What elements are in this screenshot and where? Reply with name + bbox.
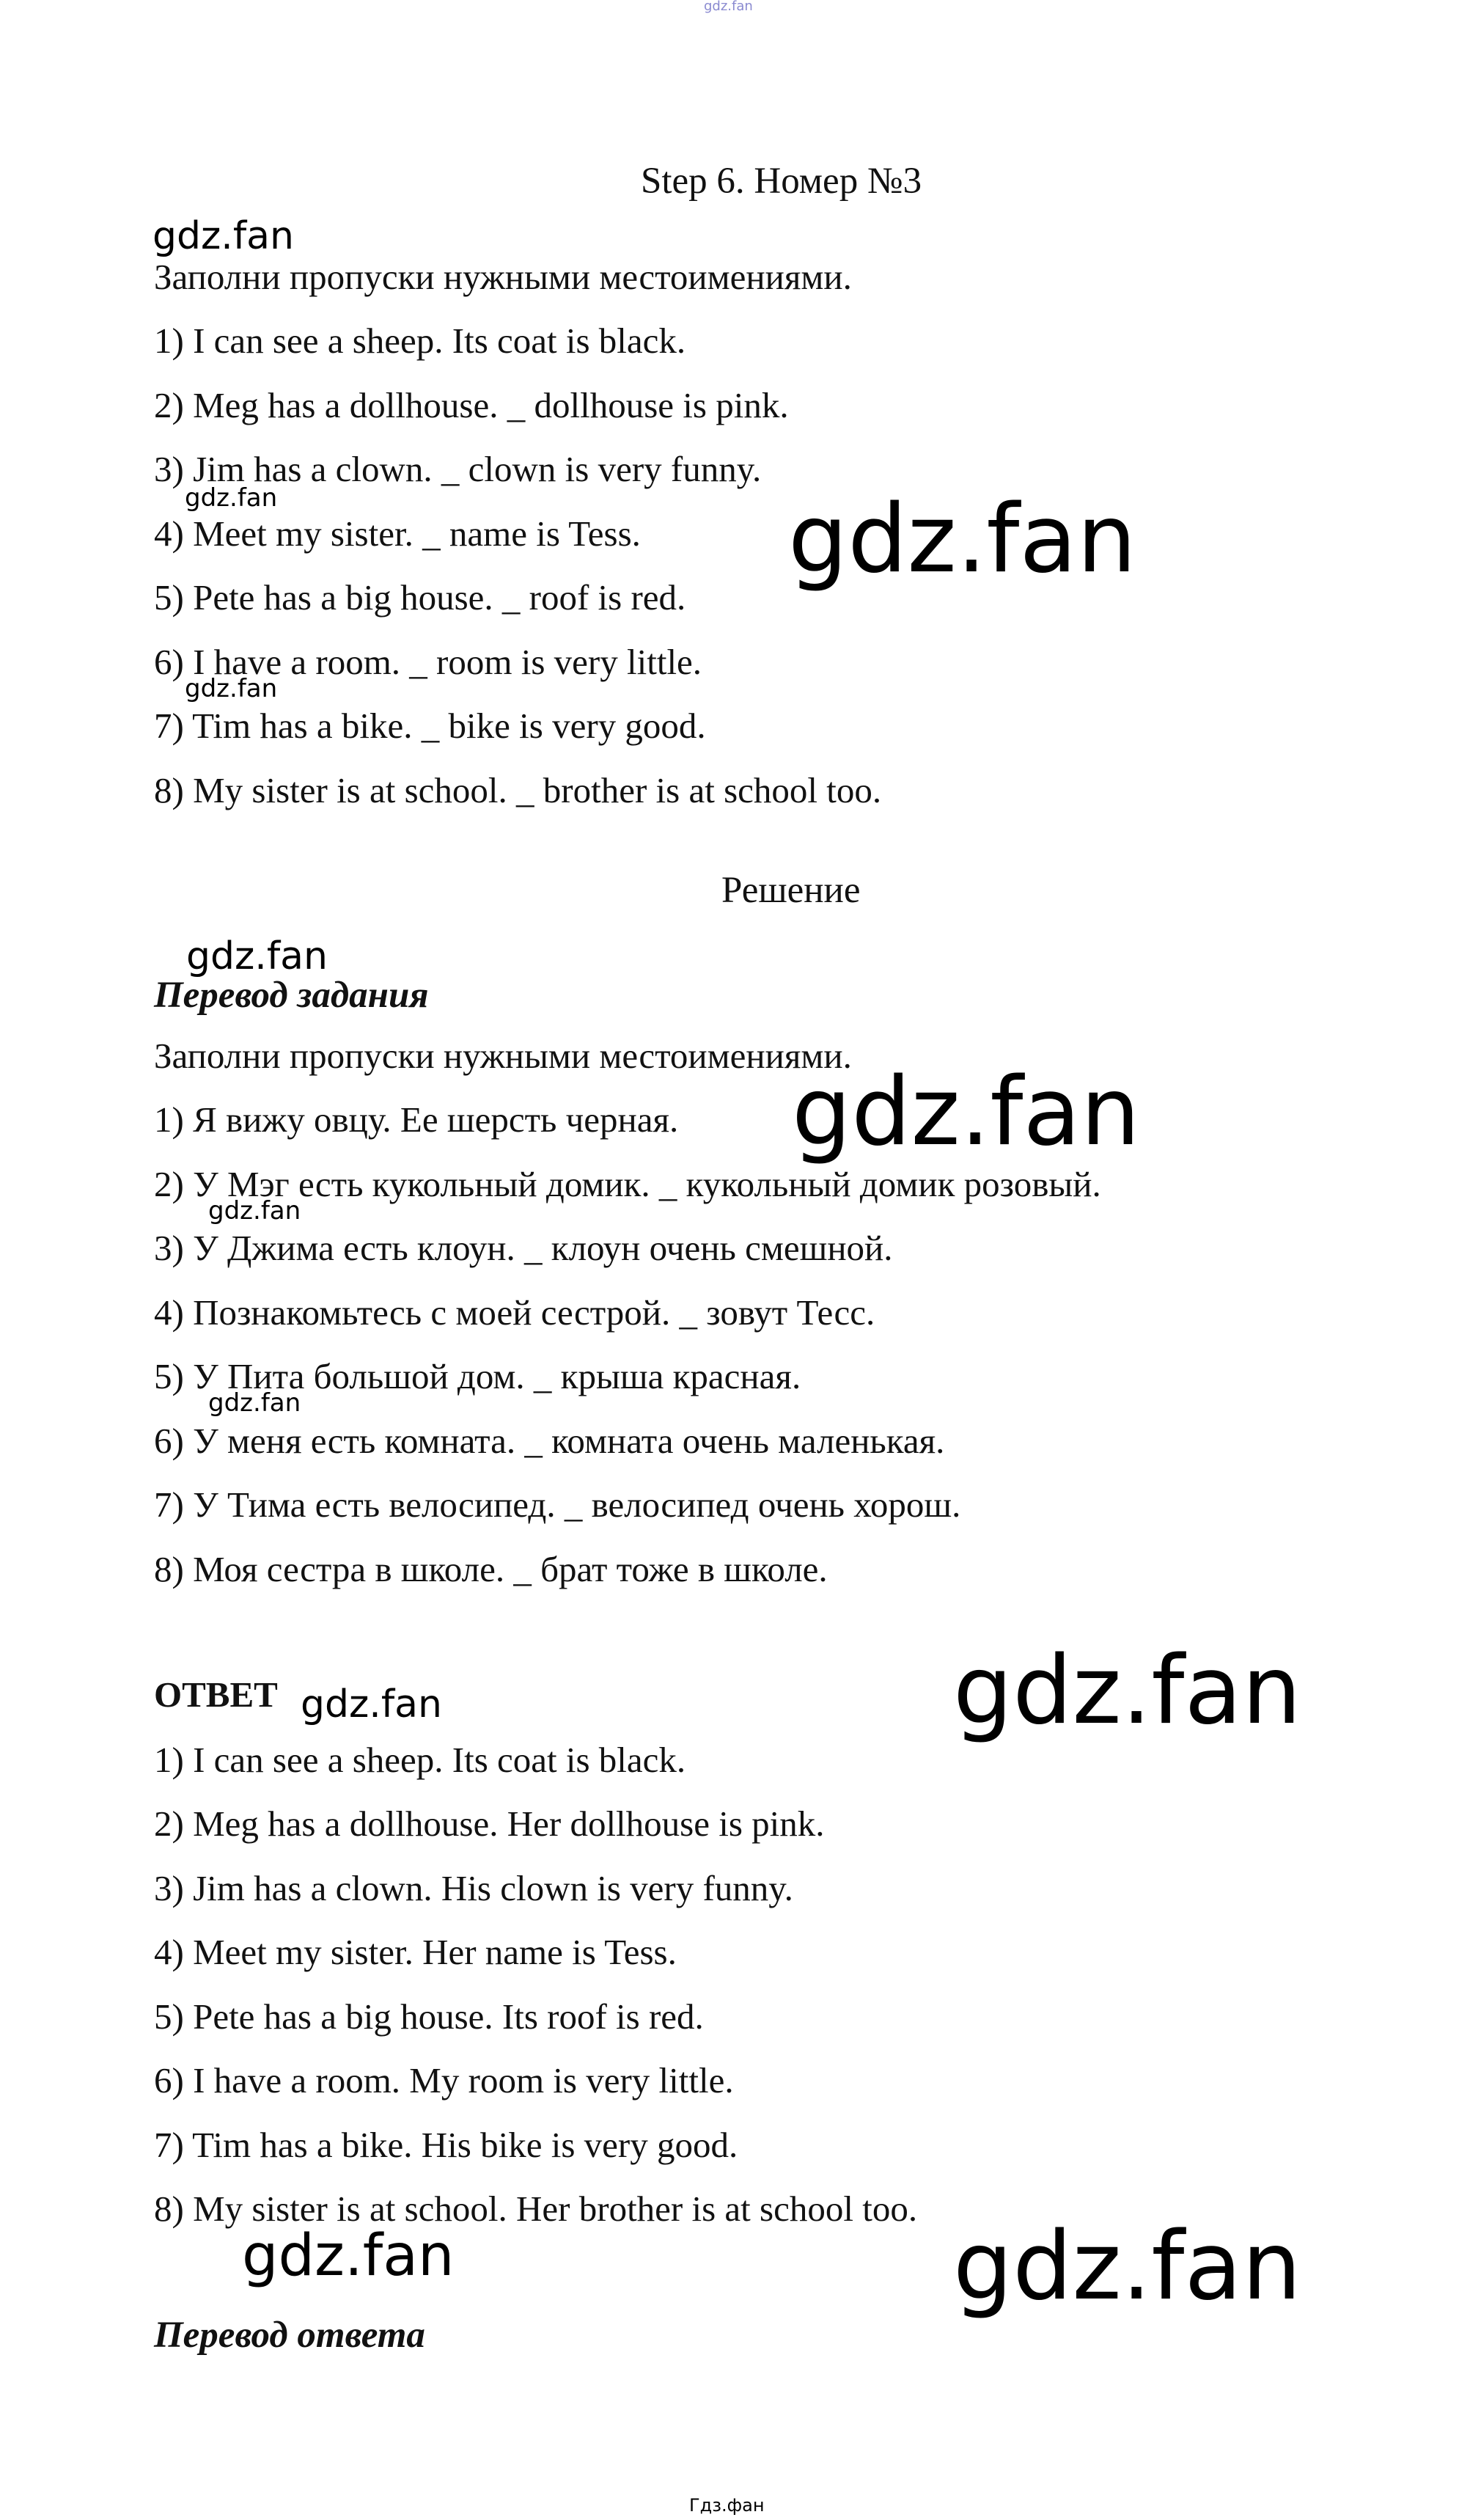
translation-item-5: 5) У Пита большой дом. _ крыша красная.	[154, 1356, 801, 1396]
watermark: gdz.fan	[208, 1196, 301, 1226]
task-item-3: 3) Jim has a clown. _ clown is very funny.	[154, 449, 762, 489]
watermark: gdz.fan	[208, 1388, 301, 1418]
answer-item-3: 3) Jim has a clown. His clown is very funny.	[154, 1868, 793, 1908]
watermark: gdz.fan	[186, 934, 328, 978]
task-item-6: 6) I have a room. _ room is very little.	[154, 642, 702, 682]
task-item-5: 5) Pete has a big house. _ roof is red.	[154, 577, 686, 618]
watermark: gdz.fan	[185, 483, 278, 513]
watermark: gdz.fan	[301, 1682, 442, 1726]
watermark: gdz.fan	[152, 214, 294, 258]
translation-item-8: 8) Моя сестра в школе. _ брат тоже в школе.	[154, 1549, 828, 1589]
solution-label: Решение	[721, 870, 861, 911]
translation-item-4: 4) Познакомьтесь с моей сестрой. _ зовут Тесс.	[154, 1292, 875, 1333]
translation-item-3: 3) У Джима есть клоун. _ клоун очень смешной.	[154, 1228, 893, 1268]
answer-item-7: 7) Tim has a bike. His bike is very good.	[154, 2125, 738, 2165]
answer-item-5: 5) Pete has a big house. Its roof is red.	[154, 1996, 704, 2037]
watermark: gdz.fan	[185, 674, 278, 703]
answer-item-6: 6) I have a room. My room is very little.	[154, 2060, 734, 2100]
task-item-8: 8) My sister is at school. _ brother is at school too.	[154, 770, 882, 810]
translation-item-6: 6) У меня есть комната. _ комната очень маленькая.	[154, 1421, 945, 1461]
answer-translation-heading: Перевод ответа	[154, 2315, 425, 2356]
translation-item-7: 7) У Тима есть велосипед. _ велосипед очень хорош.	[154, 1484, 961, 1525]
answer-heading: ОТВЕТ	[154, 1674, 278, 1715]
task-item-1: 1) I can see a sheep. Its coat is black.	[154, 321, 686, 361]
translation-item-1: 1) Я вижу овцу. Ее шерсть черная.	[154, 1099, 679, 1140]
task-item-2: 2) Meg has a dollhouse. _ dollhouse is pink.	[154, 385, 789, 425]
watermark-large: gdz.fan	[792, 1058, 1140, 1167]
watermark-large: gdz.fan	[788, 485, 1136, 594]
answer-item-2: 2) Meg has a dollhouse. Her dollhouse is pink.	[154, 1803, 825, 1844]
watermark-large: gdz.fan	[953, 1636, 1301, 1746]
translation-item-2: 2) У Мэг есть кукольный домик. _ кукольный домик розовый.	[154, 1164, 1101, 1204]
watermark-bottom: Гдз.фан	[689, 2495, 765, 2516]
watermark-top: gdz.fan	[704, 0, 753, 14]
watermark-large: gdz.fan	[953, 2212, 1301, 2321]
answer-item-1: 1) I can see a sheep. Its coat is black.	[154, 1740, 686, 1780]
answer-item-4: 4) Meet my sister. Her name is Tess.	[154, 1932, 677, 1972]
page-title: Step 6. Номер №3	[641, 161, 922, 202]
translation-heading: Перевод задания	[154, 975, 429, 1016]
translation-instruction: Заполни пропуски нужными местоимениями.	[154, 1036, 852, 1076]
watermark: gdz.fan	[242, 2223, 455, 2289]
task-item-4: 4) Meet my sister. _ name is Tess.	[154, 513, 641, 554]
answer-item-8: 8) My sister is at school. Her brother is at school too.	[154, 2188, 918, 2229]
task-instruction: Заполни пропуски нужными местоимениями.	[154, 257, 852, 297]
task-item-7: 7) Tim has a bike. _ bike is very good.	[154, 706, 706, 746]
